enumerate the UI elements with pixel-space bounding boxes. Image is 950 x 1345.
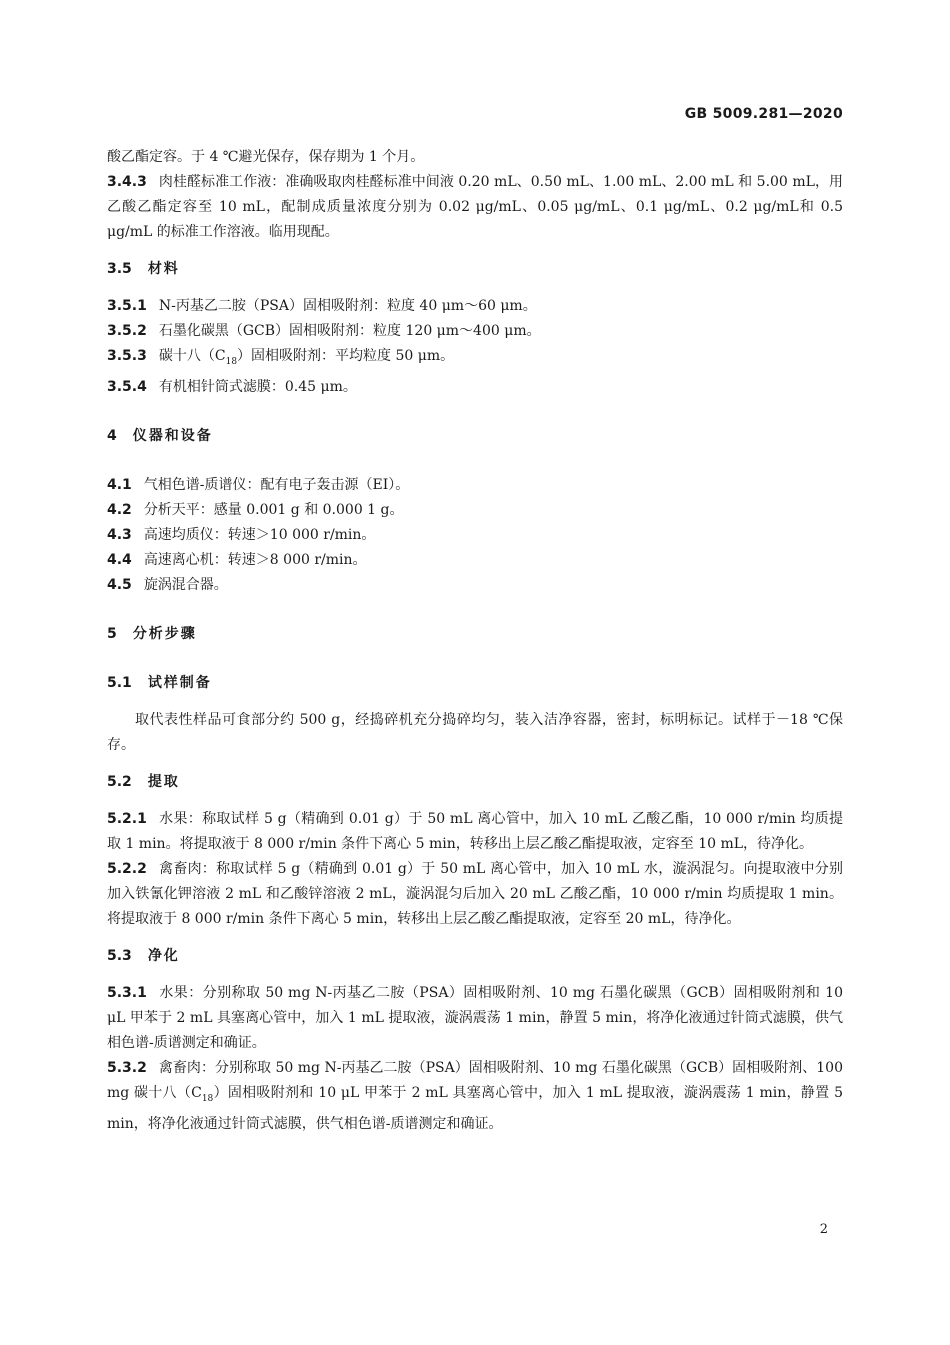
clause-text-a: 碳十八（C: [158, 348, 226, 364]
heading-number: 5.1: [107, 674, 132, 691]
heading-number: 3.5: [107, 261, 132, 277]
clause-3-5-3: [107, 344, 843, 375]
heading-title: 试样制备: [147, 674, 212, 691]
clause-text: 分析天平：感量 0.001 g 和 0.000 1 g。: [143, 501, 404, 518]
clause-number: 3.5.4: [107, 378, 147, 395]
clause-number: 5.3.1: [107, 984, 147, 1001]
heading-5-3: [107, 944, 843, 969]
clause-text: 旋涡混合器。: [143, 576, 228, 593]
clause-text: 高速离心机：转速＞8 000 r/min。: [143, 551, 367, 568]
clause-5-3-1: [107, 981, 843, 1056]
heading-title: 仪器和设备: [132, 427, 213, 444]
heading-number: 5.2: [107, 773, 132, 790]
paragraph-5-1: 取代表性样品可食部分约 500 g，经捣碎机充分捣碎均匀，装入洁净容器，密封，标明标记。试样于－18 ℃保存。: [107, 711, 843, 753]
clause-number: 5.2.1: [107, 810, 147, 827]
clause-number: 4.3: [107, 526, 132, 543]
heading-title: 净化: [147, 947, 180, 964]
clause-4-3: [107, 523, 843, 548]
clause-5-2-1: [107, 807, 843, 857]
clause-text: 气相色谱-质谱仪：配有电子轰击源（EI）。: [143, 476, 410, 493]
clause-4-5: [107, 573, 843, 598]
clause-number: 4.5: [107, 576, 132, 593]
clause-text: 有机相针筒式滤膜：0.45 μm。: [158, 378, 357, 395]
clause-text-b: ）固相吸附剂：平均粒度 50 μm。: [237, 348, 455, 364]
subscript: 18: [225, 356, 238, 367]
clause-number: 3.5.1: [107, 298, 147, 314]
heading-title: 材料: [147, 261, 180, 277]
clause-text: 肉桂醛标准工作液：准确吸取肉桂醛标准中间液 0.20 mL、0.50 mL、1.00 mL、2.00 mL 和 5.00 mL，用乙酸乙酯定容至 10 mL，配制成质量浓度分别为 0.02 μg/mL、0.05 μg/mL、0.1 μg/mL、0.2 μg/mL和 0.5 μg/mL 的标准工作溶液。临用现配。: [107, 174, 843, 240]
clause-4-2: [107, 498, 843, 523]
clause-5-2-2: [107, 857, 843, 932]
heading-number: 5: [107, 625, 117, 642]
clause-4-1: [107, 473, 843, 498]
clause-number: 3.5.2: [107, 323, 147, 339]
clause-3-5-4: [107, 375, 843, 400]
continued-paragraph: 酸乙酯定容。于 4 ℃避光保存，保存期为 1 个月。: [107, 149, 425, 165]
clause-text: N-丙基乙二胺（PSA）固相吸附剂：粒度 40 μm～60 μm。: [158, 298, 537, 314]
clause-4-4: [107, 548, 843, 573]
clause-3-5-1: [107, 294, 843, 319]
heading-number: 4: [107, 427, 117, 444]
heading-5-2: [107, 770, 843, 795]
heading-3-5: [107, 257, 843, 282]
clause-3-4-3: [107, 170, 843, 245]
clause-number: 3.5.3: [107, 348, 147, 364]
clause-text: 高速均质仪：转速＞10 000 r/min。: [143, 526, 376, 543]
clause-text: 禽畜肉：称取试样 5 g（精确到 0.01 g）于 50 mL 离心管中，加入 10 mL 水，漩涡混匀。向提取液中分别加入铁氰化钾溶液 2 mL 和乙酸锌溶液 2 mL，漩涡混匀后加入 20 mL 乙酸乙酯，10 000 r/min 均质提取 1 min。将提取液于 8 000 r/min 条件下离心 5 min，转移出上层乙酸乙酯提取液，定容至 20 mL，待净化。: [107, 860, 843, 927]
clause-number: 4.2: [107, 501, 132, 518]
document-body: [107, 145, 843, 1137]
heading-title: 分析步骤: [132, 625, 197, 642]
clause-text-b: ）固相吸附剂和 10 μL 甲苯于 2 mL 具塞离心管中，加入 1 mL 提取液，漩涡震荡 1 min，静置 5 min，将净化液通过针筒式滤膜，供气相色谱-质谱测定和确证。: [107, 1084, 843, 1132]
clause-number: 5.3.2: [107, 1059, 147, 1076]
clause-text: 水果：称取试样 5 g（精确到 0.01 g）于 50 mL 离心管中，加入 10 mL 乙酸乙酯，10 000 r/min 均质提取 1 min。将提取液于 8 000 r/min 条件下离心 5 min，转移出上层乙酸乙酯提取液，定容至 10 mL，待净化。: [107, 810, 843, 852]
heading-number: 5.3: [107, 947, 132, 964]
standard-code-header: GB 5009.281—2020: [684, 106, 843, 122]
clause-text: 水果：分别称取 50 mg N-丙基乙二胺（PSA）固相吸附剂、10 mg 石墨化碳黑（GCB）固相吸附剂和 10 μL 甲苯于 2 mL 具塞离心管中，加入 1 mL 提取液，漩涡震荡 1 min，静置 5 min，将净化液通过针筒式滤膜，供气相色谱-质谱测定和确证。: [107, 984, 843, 1051]
clause-5-3-2: [107, 1056, 843, 1137]
clause-text-a: 禽畜肉：分别称取 50 mg N-丙基乙二胺（PSA）固相吸附剂、10 mg 石墨化碳黑（GCB）固相吸附剂、100 mg 碳十八（C: [107, 1059, 843, 1101]
clause-3-5-2: [107, 319, 843, 344]
heading-5: [107, 622, 843, 647]
clause-number: 5.2.2: [107, 860, 147, 877]
clause-number: 4.4: [107, 551, 132, 568]
heading-4: [107, 424, 843, 449]
subscript: 18: [201, 1093, 214, 1104]
page-number: 2: [819, 1222, 828, 1237]
clause-text: 石墨化碳黑（GCB）固相吸附剂：粒度 120 μm～400 μm。: [158, 323, 541, 339]
heading-5-1: [107, 671, 843, 696]
clause-number: 3.4.3: [107, 174, 147, 190]
clause-number: 4.1: [107, 476, 132, 493]
heading-title: 提取: [147, 773, 180, 790]
